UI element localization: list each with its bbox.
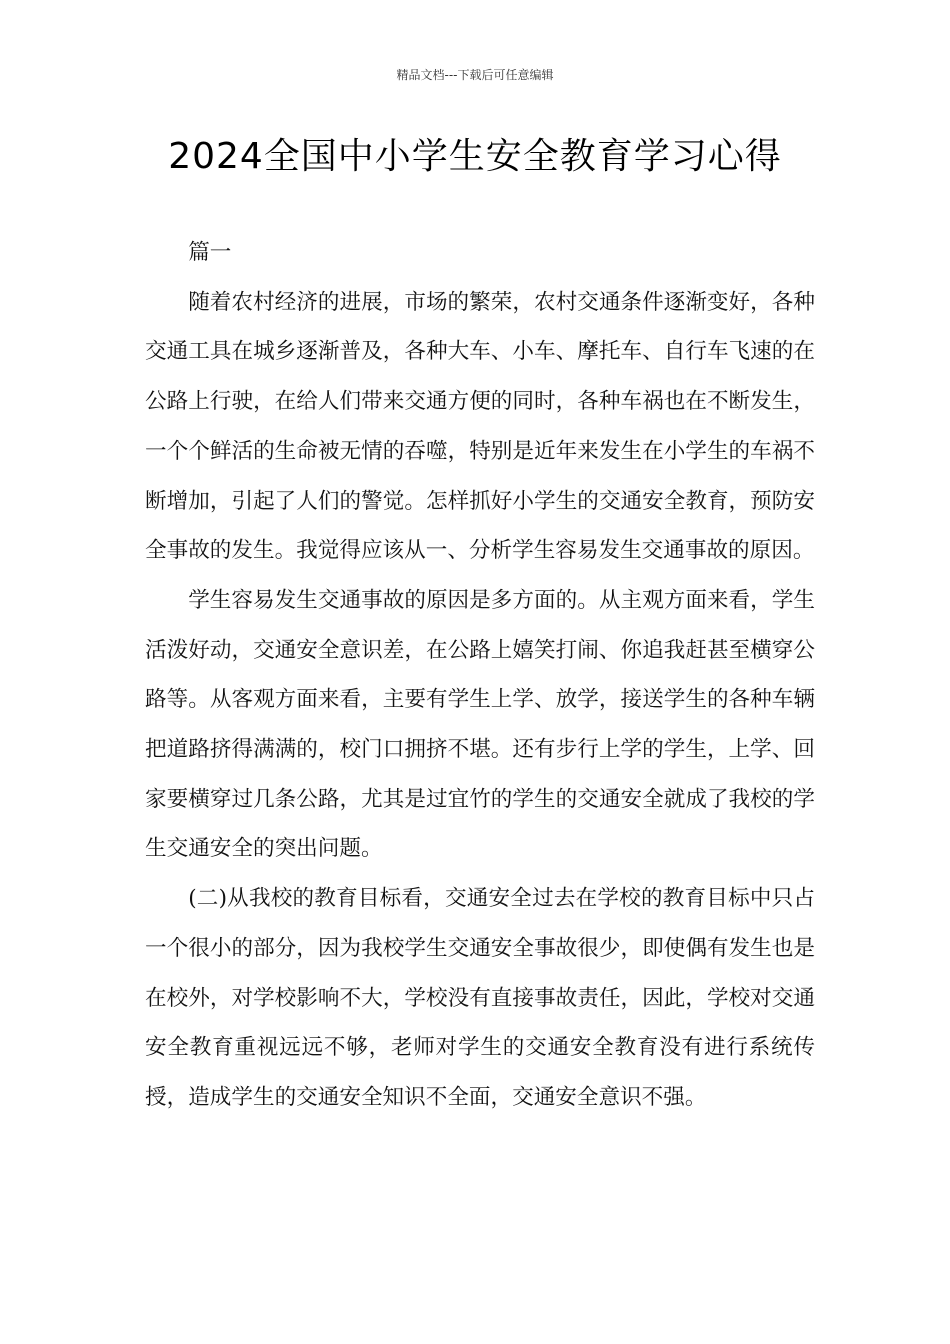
paragraph-3: (二)从我校的教育目标看，交通安全过去在学校的教育目标中只占一个很小的部分，因为我校学生交通安全事故很少，即使偶有发生也是在校外，对学校影响不大，学校没有直接事故责任，因此，学校对交通安全教育重视远远不够，老师对学生的交通安全教育没有进行系统传授，造成学生的交通安全知识不全面，交通安全意识不强。: [145, 886, 815, 1110]
paragraph-2: 学生容易发生交通事故的原因是多方面的。从主观方面来看，学生活泼好动，交通安全意识差，在公路上嬉笑打闹、你追我赶甚至横穿公路等。从客观方面来看，主要有学生上学、放学，接送学生的各种车辆把道路挤得满满的，校门口拥挤不堪。还有步行上学的学生，上学、回家要横穿过几条公路，尤其是过宜竹的学生的交通安全就成了我校的学生交通安全的突出问题。: [145, 587, 815, 862]
document-body: [145, 228, 815, 1123]
section-heading: 篇一: [188, 240, 232, 265]
paragraph-1: 随着农村经济的进展，市场的繁荣，农村交通条件逐渐变好，各种交通工具在城乡逐渐普及，各种大车、小车、摩托车、自行车飞速的在公路上行驶，在给人们带来交通方便的同时，各种车祸也在不断发生，一个个鲜活的生命被无情的吞噬，特别是近年来发生在小学生的车祸不断增加，引起了人们的警觉。怎样抓好小学生的交通安全教育，预防安全事故的发生。我觉得应该从一、分析学生容易发生交通事故的原因。: [145, 289, 815, 564]
document-title: 2024全国中小学生安全教育学习心得: [168, 136, 782, 177]
header-note: 精品文档---下载后可任意编辑: [396, 68, 554, 82]
